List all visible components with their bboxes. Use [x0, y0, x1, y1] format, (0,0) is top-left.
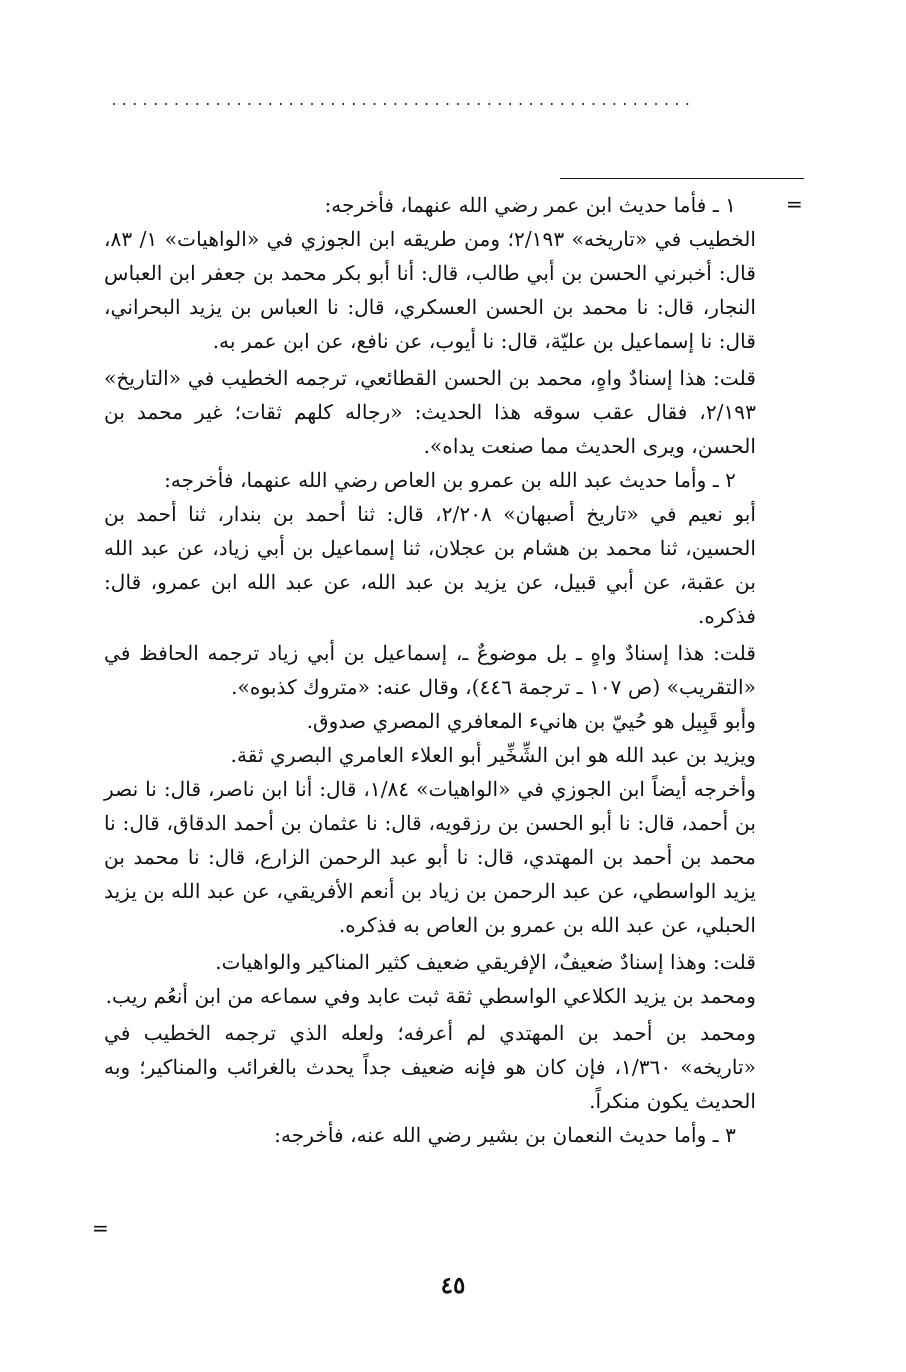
- footnote-paragraph: ٢ ـ وأما حديث عبد الله بن عمرو بن العاص رضي الله عنهما، فأخرجه:: [164, 468, 736, 492]
- footnote-paragraph: ومحمد بن أحمد بن المهتدي لم أعرفه؛ ولعله الذي ترجمه الخطيب في «تاريخه» ١/٣٦٠، فإن كان هو فإنه ضعيف جداً يحدث بالغرائب والمناكير؛ وبه الحديث يكون منكراً.: [104, 1021, 756, 1113]
- footnote-paragraph: الخطيب في «تاريخه» ٢/١٩٣؛ ومن طريقه ابن الجوزي في «الواهيات» ١/ ٨٣، قال: أخبرني الحسن بن أبي طالب، قال: أنا أبو بكر محمد بن جعفر ابن العباس النجار، قال: نا محمد بن الحسن العسكري، قال: نا العباس بن يزيد البحراني، قال: نا إسماعيل بن عليّة، قال: نا أيوب، عن نافع، عن ابن عمر به.: [104, 227, 757, 353]
- footnote-paragraph: ٣ ـ وأما حديث النعمان بن بشير رضي الله عنه، فأخرجه:: [274, 1123, 736, 1147]
- footnote-rule: [560, 178, 804, 179]
- footnote-paragraph: وأخرجه أيضاً ابن الجوزي في «الواهيات» ١/٨٤، قال: أنا ابن ناصر، قال: نا نصر بن أحمد، قال: نا أبو الحسن بن رزقويه، قال: نا عثمان بن أحمد الدقاق، قال: نا محمد بن أحمد بن المهتدي، قال: نا أبو عبد الرحمن الزارع، قال: نا محمد بن يزيد الواسطي، عن عبد الرحمن بن زياد بن أنعم الأفريقي، عن عبد الله بن يزيد الحبلي، عن عبد الله بن عمرو بن العاص به فذكره.: [104, 777, 756, 937]
- footnote-paragraph: وأبو قَبِيل هو حُييّ بن هانيء المعافري المصري صدوق.: [306, 709, 756, 733]
- footnote-paragraph: ١ ـ فأما حديث ابن عمر رضي الله عنهما، فأخرجه:: [324, 193, 736, 217]
- footnote-paragraph: قلت: وهذا إسنادٌ ضعيفٌ، الإفريقي ضعيف كثير المناكير والواهيات.: [215, 950, 756, 974]
- footnote-paragraph: ومحمد بن يزيد الكلاعي الواسطي ثقة ثبت عابد وفي سماعه من ابن أنعُم ريب.: [105, 984, 756, 1008]
- footnote-paragraph: أبو نعيم في «تاريخ أصبهان» ٢/٢٠٨، قال: ثنا أحمد بن بندار، ثنا أحمد بن الحسين، ثنا محمد بن هشام بن عجلان، ثنا إسماعيل بن أبي زياد، عن عبد الله بن عقبة، عن أبي قبيل، عن يزيد بن عبد الله، عن عبد الله ابن عمرو، قال: فذكره.: [104, 502, 756, 628]
- continuation-mark-bottom: =: [92, 1216, 109, 1240]
- footnote-body: [104, 188, 756, 1152]
- continuation-mark-top: =: [786, 192, 803, 216]
- footnote-paragraph: قلت: هذا إسنادٌ واهٍ، محمد بن الحسن القطائعي، ترجمه الخطيب في «التاريخ» ٢/١٩٣، فقال عقب سوقه هذا الحديث: «رجاله كلهم ثقات؛ غير محمد بن الحسن، ويرى الحديث مما صنعت يداه».: [104, 366, 756, 458]
- footnote-paragraph: قلت: هذا إسنادٌ واهٍ ـ بل موضوعٌ ـ، إسماعيل بن أبي زياد ترجمه الحافظ في «التقريب» (ص ١٠٧ ـ ترجمة ٤٤٦)، وقال عنه: «متروك كذبوه».: [104, 641, 756, 699]
- page-number: ٤٥: [440, 1272, 466, 1299]
- footnote-paragraph: ويزيد بن عبد الله هو ابن الشِّخِّير أبو العلاء العامري البصري ثقة.: [230, 743, 756, 767]
- dotted-separator: ........................................................: [110, 94, 694, 109]
